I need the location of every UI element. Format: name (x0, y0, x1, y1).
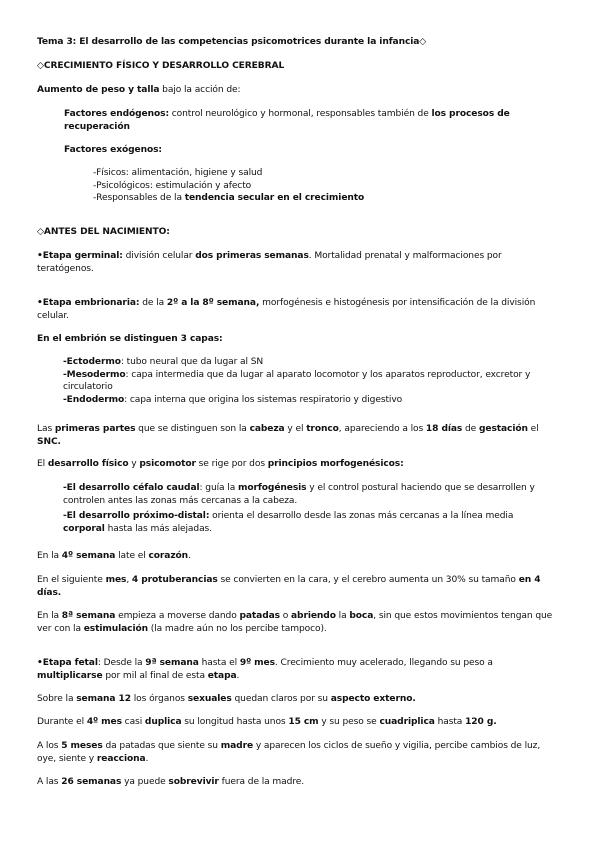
text: En el siguiente (37, 575, 106, 585)
bold-text: 8ª semana (61, 611, 116, 621)
text: empieza a moverse dando (115, 611, 240, 621)
text: y el control postural haciendo que se desarrollen y (306, 483, 535, 493)
bold-text: Aumento de peso y talla (37, 85, 160, 95)
bold-text: 4 protuberancias (131, 575, 218, 585)
bold-text: primeras partes (54, 424, 136, 434)
list-item: -Psicológicos: estimulación y afecto (93, 180, 252, 191)
paragraph-corazon (37, 550, 567, 563)
paragraph-etapa-fetal (37, 657, 567, 682)
text (37, 574, 567, 587)
bold-text: dos primeras semanas (195, 251, 309, 261)
bold-text: tendencia secular en el crecimiento (184, 193, 365, 204)
bold-text: patadas (239, 611, 280, 621)
bold-text: sexuales (187, 694, 232, 704)
paragraph-veintiseis-semanas (37, 776, 567, 789)
text: da patadas que siente su (102, 741, 221, 751)
bold-text: los procesos de (431, 109, 510, 119)
text: : tubo neural que da lugar al SN (120, 357, 264, 367)
text: (la madre aún no los percibe tampoco). (148, 623, 327, 634)
bold-text: principios morfogenésicos: (267, 459, 404, 469)
heading-exogenos: Factores exógenos: (64, 145, 162, 155)
text: y su peso se (318, 717, 380, 727)
text: -Responsables de la (93, 193, 185, 204)
bold-text: aspecto externo. (330, 694, 416, 704)
text: celular. (37, 310, 69, 321)
text: y aparecen los ciclos de sueño y vigilia, percibe cambios de luz, (253, 741, 541, 751)
bold-text: multiplicarse (37, 670, 103, 681)
text: Durante el (37, 717, 87, 727)
bold-text: psicomotor (139, 459, 196, 469)
bold-text: 120 g. (465, 717, 497, 727)
text: de la (139, 298, 167, 308)
text (37, 297, 567, 310)
paragraph-proximo-distal (63, 510, 563, 535)
bold-text: reacciona (96, 753, 146, 764)
text: y el (284, 424, 307, 434)
text (63, 523, 563, 536)
text: : capa intermedia que da lugar al aparato locomotor y los aparatos reproductor, excretor y (125, 369, 531, 380)
text: el (527, 424, 539, 434)
text: : guía la (199, 483, 238, 493)
list-item-ectodermo (63, 356, 563, 369)
text: . Crecimiento muy acelerado, llegando su peso a (274, 658, 493, 668)
text: En la (37, 611, 62, 621)
paragraph-siguiente-mes (37, 574, 567, 599)
text: . (188, 551, 191, 561)
bold-text: en 4 (518, 575, 541, 585)
text: casi (121, 717, 145, 727)
paragraph-cinco-meses (37, 740, 567, 765)
text (37, 753, 567, 766)
text: . (236, 670, 240, 681)
text: , apareciendo a los (338, 424, 426, 434)
text (63, 510, 563, 523)
text: circulatorio (63, 382, 113, 393)
text: y (128, 459, 140, 469)
text: bajo la acción de: (159, 85, 241, 95)
list-item (93, 192, 563, 205)
paragraph-cuarto-mes (37, 716, 567, 729)
text: fuera de la madre. (218, 777, 305, 787)
document-title: Tema 3: El desarrollo de las competencias psicomotrices durante la infancia◇ (37, 37, 427, 47)
text: morfogénesis e histogénesis por intensificación de la división (259, 298, 536, 308)
bold-text: -Mesodermo (63, 369, 126, 380)
bold-text: 9ª semana (145, 658, 199, 668)
bold-text: -Ectodermo (63, 357, 121, 367)
bold-text: -El desarrollo céfalo caudal (63, 483, 200, 493)
text (37, 740, 567, 753)
text: hasta el (198, 658, 240, 668)
paragraph-etapa-germinal (37, 250, 567, 275)
bold-text: abriendo (291, 611, 336, 621)
heading-capas: En el embrión se distinguen 3 capas: (37, 334, 223, 344)
paragraph-semana-12 (37, 693, 567, 706)
bold-text: corazón (148, 551, 189, 561)
section-heading-crecimiento: ◇CRECIMIENTO FÍSICO Y DESARROLLO CEREBRAL (37, 61, 285, 71)
text: late el (115, 551, 149, 561)
text: ver con la (37, 623, 84, 634)
bold-text: 5 meses (61, 741, 103, 751)
bold-text: etapa (207, 670, 237, 681)
list-exogenos (93, 167, 563, 205)
bold-text: madre (220, 741, 254, 751)
text (64, 108, 564, 121)
bold-text: 26 semanas (61, 777, 122, 787)
text: Las (37, 424, 55, 434)
bold-text: recuperación (64, 121, 130, 132)
text: En la (37, 551, 62, 561)
bold-text: días. (37, 587, 62, 598)
bold-text: cabeza (249, 424, 285, 434)
bold-text: duplica (144, 717, 182, 727)
bold-text: 15 cm (288, 717, 319, 727)
text: controlen antes las zonas más cercanas a la cabeza. (63, 495, 298, 506)
bold-text: gestación (478, 424, 528, 434)
bold-text: cuadriplica (379, 717, 435, 727)
bold-text: corporal (63, 523, 105, 534)
text: quedan claros por su (231, 694, 331, 704)
text: la (335, 611, 350, 621)
bold-text: tronco (306, 424, 339, 434)
bold-text: estimulación (83, 623, 148, 634)
bold-text: 18 días (425, 424, 463, 434)
text: oye, siente y (37, 753, 97, 764)
text: , sin que estos movimientos tengan que (373, 611, 553, 621)
text (63, 482, 563, 495)
text: su longitud hasta unos (181, 717, 289, 727)
list-item: -Físicos: alimentación, higiene y salud (93, 168, 263, 178)
paragraph-octava-semana (37, 610, 567, 635)
bold-text: -Endodermo (63, 394, 125, 405)
text (37, 423, 567, 436)
bold-text: desarrollo físico (47, 459, 129, 469)
section-heading-antes-nacimiento: ◇ANTES DEL NACIMIENTO: (37, 227, 170, 237)
text: se rige por dos (195, 459, 268, 469)
paragraph-endogenos (64, 108, 564, 133)
bold-text: SNC. (37, 436, 61, 447)
text (37, 623, 567, 636)
text: se convierten en la cara, y el cerebro aumenta un 30% su tamaño (217, 575, 519, 585)
text: , (126, 575, 132, 585)
paragraph-aumento (37, 84, 567, 97)
text: ya puede (121, 777, 169, 787)
paragraph-primeras-partes (37, 423, 567, 448)
text: por mil al final de esta (102, 670, 208, 681)
paragraph-desarrollo (37, 458, 567, 471)
text: . Mortalidad prenatal y malformaciones por (308, 251, 502, 261)
text: . (145, 753, 149, 764)
text (37, 610, 567, 623)
paragraph-etapa-embrionaria (37, 297, 567, 322)
bold-text: 9º mes (239, 658, 275, 668)
text: que se distinguen son la (135, 424, 250, 434)
bold-text: -El desarrollo próximo-distal: (63, 511, 210, 521)
text (37, 657, 567, 670)
bold-text: •Etapa embrionaria: (37, 298, 140, 308)
bold-text: Factores endógenos: (64, 109, 169, 119)
bold-text: •Etapa fetal (37, 658, 98, 668)
list-capas (63, 356, 563, 406)
text: hasta las más alejadas. (104, 523, 212, 534)
text: o (279, 611, 292, 621)
bold-text: semana 12 (76, 694, 131, 704)
bold-text: 2º a la 8º semana, (166, 298, 260, 308)
list-item-mesodermo (63, 369, 563, 382)
text: El (37, 459, 48, 469)
bold-text: mes (105, 575, 127, 585)
text: A los (37, 741, 62, 751)
text: hasta (434, 717, 466, 727)
bold-text: 4º semana (61, 551, 116, 561)
text: Sobre la (37, 694, 77, 704)
text: orienta el desarrollo desde las zonas más cercanas a la línea media (209, 511, 514, 521)
text: A las (37, 777, 62, 787)
text (37, 670, 567, 683)
text: de (462, 424, 479, 434)
text: división celular (122, 251, 196, 261)
bold-text: morfogénesis (238, 483, 307, 493)
text: control neurológico y hormonal, responsables también de (168, 109, 432, 119)
text (37, 250, 567, 263)
bold-text: sobrevivir (168, 777, 219, 787)
text: los órganos (130, 694, 188, 704)
paragraph-cefalo-caudal (63, 482, 563, 507)
text: teratógenos. (37, 263, 94, 274)
text: : capa interna que origina los sistemas respiratorio y digestivo (124, 394, 403, 405)
bold-text: 4º mes (86, 717, 122, 727)
bold-text: •Etapa germinal: (37, 251, 123, 261)
bold-text: boca (349, 611, 374, 621)
text: : Desde la (97, 658, 146, 668)
list-item-endodermo (63, 394, 563, 407)
